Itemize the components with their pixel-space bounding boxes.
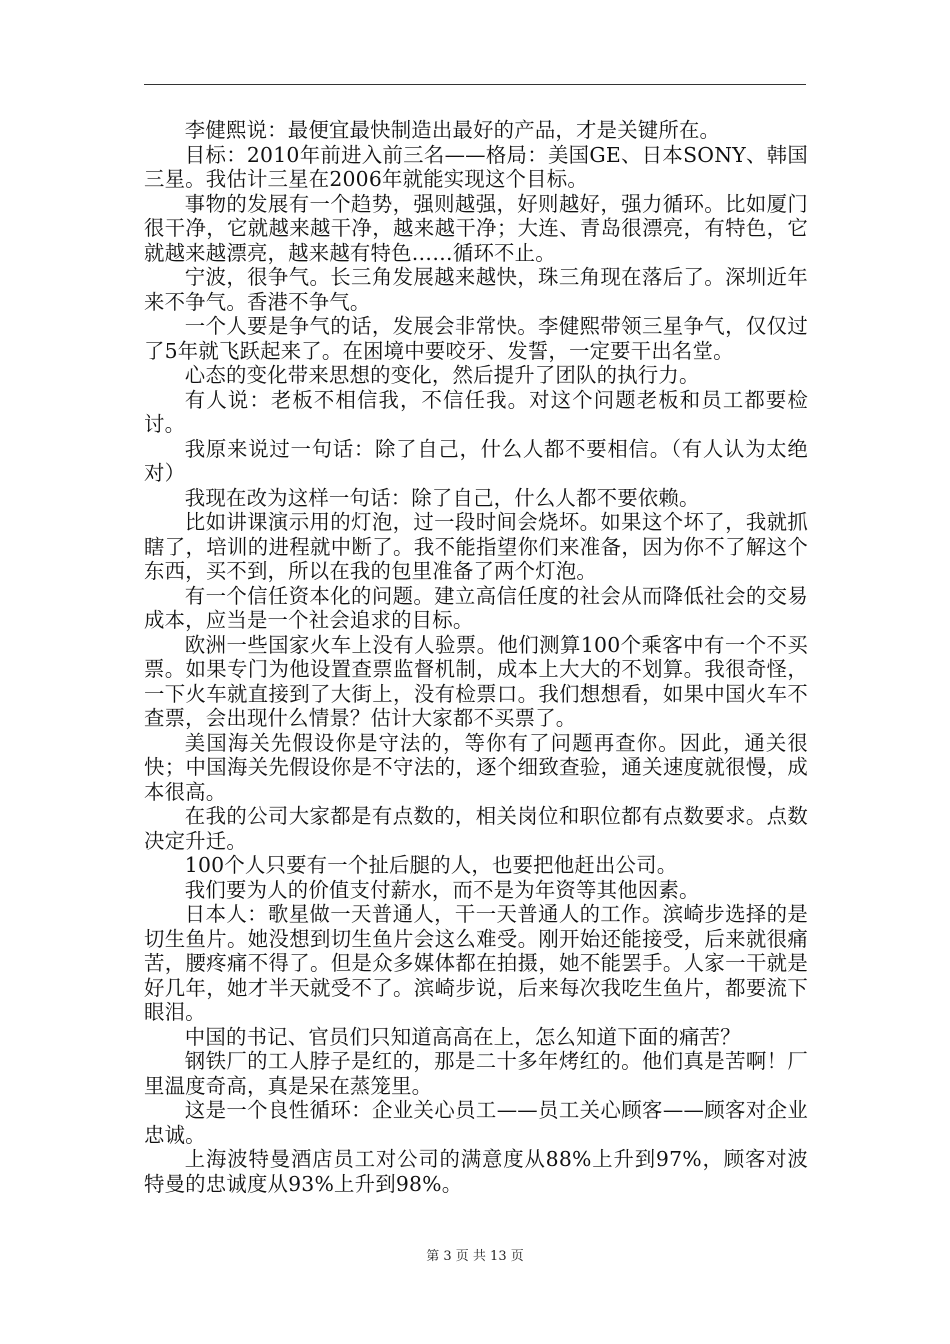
paragraph: 宁波，很争气。长三角发展越来越快，珠三角现在落后了。深圳近年来不争气。香港不争气。 [144,265,808,314]
paragraph: 100个人只要有一个扯后腿的人，也要把他赶出公司。 [184,853,678,877]
paragraph: 有一个信任资本化的问题。建立高信任度的社会从而降低社会的交易成本，应当是一个社会追求的目标。 [144,583,808,632]
paragraph: 中国的书记、官员们只知道高高在上，怎么知道下面的痛苦？ [184,1024,741,1049]
paragraph: 目标：2010年前进入前三名——格局：美国GE、日本SONY、韩国三星。我估计三星在2006年就能实现这个目标。 [144,142,808,191]
paragraph: 心态的变化带来思想的变化，然后提升了团队的执行力。 [184,363,700,387]
paragraph: 我现在改为这样一句话：除了自己，什么人都不要依赖。 [184,485,700,510]
paragraph: 日本人：歌星做一天普通人，干一天普通人的工作。滨崎步选择的是切生鱼片。她没想到切生鱼片会这么难受。刚开始还能接受，后来就很痛苦，腰疼痛不得了。但是众多媒体都在拍摄，她不能罢手。人家一干就是好几年，她才半天就受不了。滨崎步说，后来每次我吃生鱼片，都要流下眼泪。 [144,902,808,1024]
page-number-footer: 第 3 页 共 13 页 [426,1249,524,1264]
paragraph: 钢铁厂的工人脖子是红的，那是二十多年烤红的。他们真是苦啊！厂里温度奇高，真是呆在蒸笼里。 [144,1049,808,1098]
paragraph: 在我的公司大家都是有点数的，相关岗位和职位都有点数要求。点数决定升迁。 [144,804,808,853]
paragraph: 欧洲一些国家火车上没有人验票。他们测算100个乘客中有一个不买票。如果专门为他设置查票监督机制，成本上大大的不划算。我很奇怪，一下火车就直接到了大街上，没有检票口。我们想想看，如果中国火车不查票，会出现什么情景？估计大家都不买票了。 [144,632,808,730]
paragraph: 比如讲课演示用的灯泡，过一段时间会烧坏。如果这个坏了，我就抓瞎了，培训的进程就中断了。我不能指望你们来准备，因为你不了解这个东西，买不到，所以在我的包里准备了两个灯泡。 [144,510,808,583]
paragraph: 事物的发展有一个趋势，强则越强，好则越好，强力循环。比如厦门很干净，它就越来越干净，越来越干净；大连、青岛很漂亮，有特色，它就越来越漂亮，越来越有特色……循环不止。 [144,191,808,265]
paragraph: 一个人要是争气的话，发展会非常快。李健熙带领三星争气，仅仅过了5年就飞跃起来了。在困境中要咬牙、发誓，一定要干出名堂。 [144,314,808,363]
paragraph: 美国海关先假设你是守法的，等你有了问题再查你。因此，通关很快；中国海关先假设你是不守法的，逐个细致查验，通关速度就很慢，成本很高。 [144,730,808,804]
paragraph: 这是一个良性循环：企业关心员工——员工关心顾客——顾客对企业忠诚。 [144,1098,808,1147]
paragraph: 有人说：老板不相信我，不信任我。对这个问题老板和员工都要检讨。 [144,387,808,436]
paragraph: 我们要为人的价值支付薪水，而不是为年资等其他因素。 [184,877,700,902]
paragraph: 我原来说过一句话：除了自己，什么人都不要相信。（有人认为太绝对） [144,436,808,485]
body-text [144,118,808,1196]
paragraph: 上海波特曼酒店员工对公司的满意度从88%上升到97%，顾客对波特曼的忠诚度从93%上升到98%。 [144,1147,808,1196]
paragraph: 李健熙说：最便宜最快制造出最好的产品，才是关键所在。 [184,118,721,142]
header-rule [144,84,806,85]
